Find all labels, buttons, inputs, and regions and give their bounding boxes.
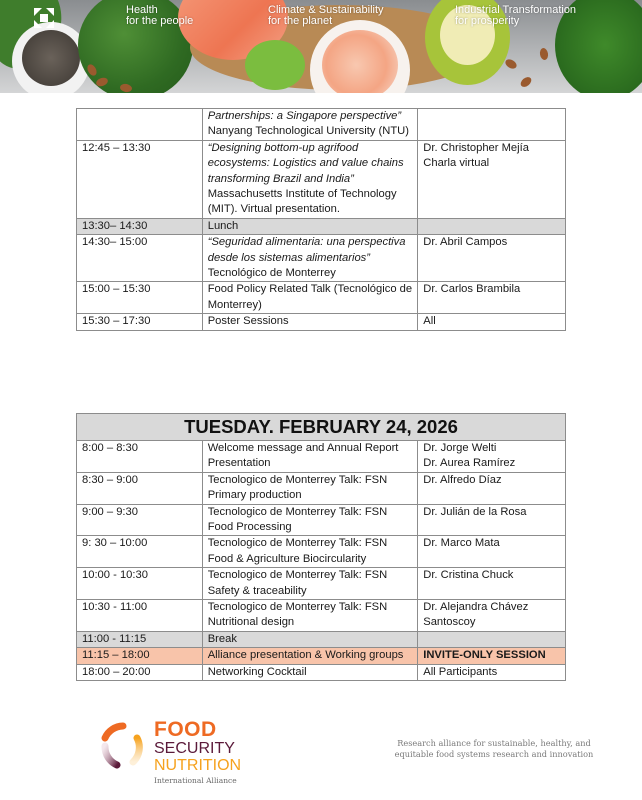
session-topic: Food Processing	[207, 521, 292, 534]
speaker-cell: Dr. Abril Campos	[418, 235, 566, 282]
speaker-cell: Dr. Alejandra Chávez Santoscoy	[418, 600, 566, 632]
tagline-line: Research alliance for sustainable, healthy, and	[397, 738, 591, 748]
time-cell: 10:00 - 10:30	[77, 568, 203, 600]
table-row	[77, 140, 566, 218]
pillar-health	[126, 5, 193, 27]
time-cell: 9: 30 – 10:00	[77, 536, 203, 568]
session-title: Tecnologico de Monterrey Talk: FSN	[207, 473, 388, 486]
session-cell	[202, 109, 418, 141]
speaker-name: Dr. Christopher Mejía	[423, 141, 529, 154]
table-row	[77, 600, 566, 632]
table-row	[77, 235, 566, 282]
table-row	[77, 664, 566, 680]
table-row	[77, 472, 566, 504]
speaker-cell	[418, 631, 566, 647]
edamame-graphic	[245, 40, 305, 90]
session-topic: Safety & traceability	[207, 584, 307, 597]
day-heading: TUESDAY. FEBRUARY 24, 2026	[77, 414, 566, 441]
session-title: “Designing bottom-up agrifood ecosystems: Logistics and value chains transforming Brazil and India”	[207, 141, 404, 185]
logo-alliance-text: International Alliance	[154, 776, 237, 785]
pillar-title: Industrial Transformation	[455, 4, 577, 16]
time-cell: 8:00 – 8:30	[77, 441, 203, 473]
almond-graphic	[539, 47, 549, 60]
logo-food-text: FOOD	[154, 718, 217, 741]
session-cell	[202, 472, 418, 504]
pillar-subtitle: for the people	[126, 15, 194, 27]
logo-security-text: SECURITY	[154, 740, 235, 757]
session-topic: Food & Agriculture Biocircularity	[207, 552, 367, 565]
speaker-cell: All	[418, 314, 566, 330]
ring-logo-icon	[97, 720, 149, 772]
speaker-note: Charla virtual	[423, 157, 490, 170]
pillar-industrial	[455, 5, 576, 27]
almond-graphic	[504, 58, 518, 71]
invite-only-badge: INVITE-ONLY SESSION	[418, 648, 566, 664]
schedule-table-tuesday	[76, 413, 566, 681]
table-row	[77, 109, 566, 141]
session-cell: Welcome message and Annual Report Presentation	[202, 441, 418, 473]
speaker-cell: Dr. Alfredo Díaz	[418, 472, 566, 504]
logo-nutrition-text: NUTRITION	[154, 757, 242, 774]
pillar-subtitle: for prosperity	[455, 15, 520, 27]
session-institution: Nanyang Technological University (NTU)	[207, 125, 409, 138]
time-cell: 9:00 – 9:30	[77, 504, 203, 536]
time-cell: 10:30 - 11:00	[77, 600, 203, 632]
speaker-cell: Dr. Carlos Brambila	[418, 282, 566, 314]
session-cell: Networking Cocktail	[202, 664, 418, 680]
session-cell: Lunch	[202, 218, 418, 234]
speaker-cell: All Participants	[418, 664, 566, 680]
session-cell	[202, 600, 418, 632]
table-row-invite-only	[77, 648, 566, 664]
table-row	[77, 504, 566, 536]
speaker-cell	[418, 109, 566, 141]
speaker-cell	[418, 218, 566, 234]
table-row	[77, 568, 566, 600]
session-title: Tecnologico de Monterrey Talk: FSN	[207, 505, 388, 518]
speaker-cell: Dr. Marco Mata	[418, 536, 566, 568]
time-cell: 11:15 – 18:00	[77, 648, 203, 664]
table-row-lunch	[77, 218, 566, 234]
speaker-cell: Dr. Cristina Chuck	[418, 568, 566, 600]
pillar-title: Climate & Sustainability	[268, 4, 384, 16]
session-institution: Tecnológico de Monterrey	[207, 267, 336, 280]
session-cell: Food Policy Related Talk (Tecnológico de Monterrey)	[202, 282, 418, 314]
time-cell: 11:00 - 11:15	[77, 631, 203, 647]
tagline-line: equitable food systems research and innovation	[394, 749, 594, 759]
time-cell: 15:00 – 15:30	[77, 282, 203, 314]
time-cell	[77, 109, 203, 141]
session-cell: Poster Sessions	[202, 314, 418, 330]
session-title: “Seguridad alimentaria: una perspectiva desde los sistemas alimentarios”	[207, 236, 406, 264]
session-cell	[202, 536, 418, 568]
session-topic: Primary production	[207, 489, 302, 502]
session-cell	[202, 568, 418, 600]
session-title: Tecnologico de Monterrey Talk: FSN	[207, 537, 388, 550]
time-cell: 18:00 – 20:00	[77, 664, 203, 680]
session-cell	[202, 140, 418, 218]
table-row	[77, 314, 566, 330]
time-cell: 8:30 – 9:00	[77, 472, 203, 504]
banner-logo-icon	[34, 8, 54, 28]
time-cell: 14:30– 15:00	[77, 235, 203, 282]
session-cell	[202, 235, 418, 282]
session-title: Partnerships: a Singapore perspective”	[207, 110, 402, 122]
chia-seeds-graphic	[22, 30, 80, 86]
session-title: Tecnologico de Monterrey Talk: FSN	[207, 601, 388, 614]
day-heading-row	[77, 414, 566, 441]
schedule-table-continued	[76, 108, 566, 331]
time-cell: 15:30 – 17:30	[77, 314, 203, 330]
session-topic: Nutritional design	[207, 616, 295, 629]
pillar-climate	[268, 5, 384, 27]
speaker-name: Dr. Aurea Ramírez	[423, 457, 516, 470]
speaker-cell	[418, 441, 566, 473]
table-row	[77, 536, 566, 568]
pillar-subtitle: for the planet	[268, 15, 333, 27]
time-cell: 12:45 – 13:30	[77, 140, 203, 218]
time-cell: 13:30– 14:30	[77, 218, 203, 234]
speaker-name: Dr. Jorge Welti	[423, 442, 497, 454]
shrimp-graphic	[322, 30, 398, 93]
pillar-title: Health	[126, 4, 158, 16]
session-cell	[202, 504, 418, 536]
session-cell: Alliance presentation & Working groups	[202, 648, 418, 664]
speaker-cell	[418, 140, 566, 218]
table-row	[77, 441, 566, 473]
almond-graphic	[519, 75, 533, 89]
session-title: Tecnologico de Monterrey Talk: FSN	[207, 569, 388, 582]
fsn-logo	[97, 718, 272, 788]
header-banner	[0, 0, 642, 93]
speaker-cell: Dr. Julián de la Rosa	[418, 504, 566, 536]
table-row	[77, 282, 566, 314]
session-cell: Break	[202, 631, 418, 647]
table-row-break	[77, 631, 566, 647]
session-institution: Massachusetts Institute of Technology (MIT). Virtual presentation.	[207, 188, 397, 216]
footer-tagline	[380, 738, 608, 760]
